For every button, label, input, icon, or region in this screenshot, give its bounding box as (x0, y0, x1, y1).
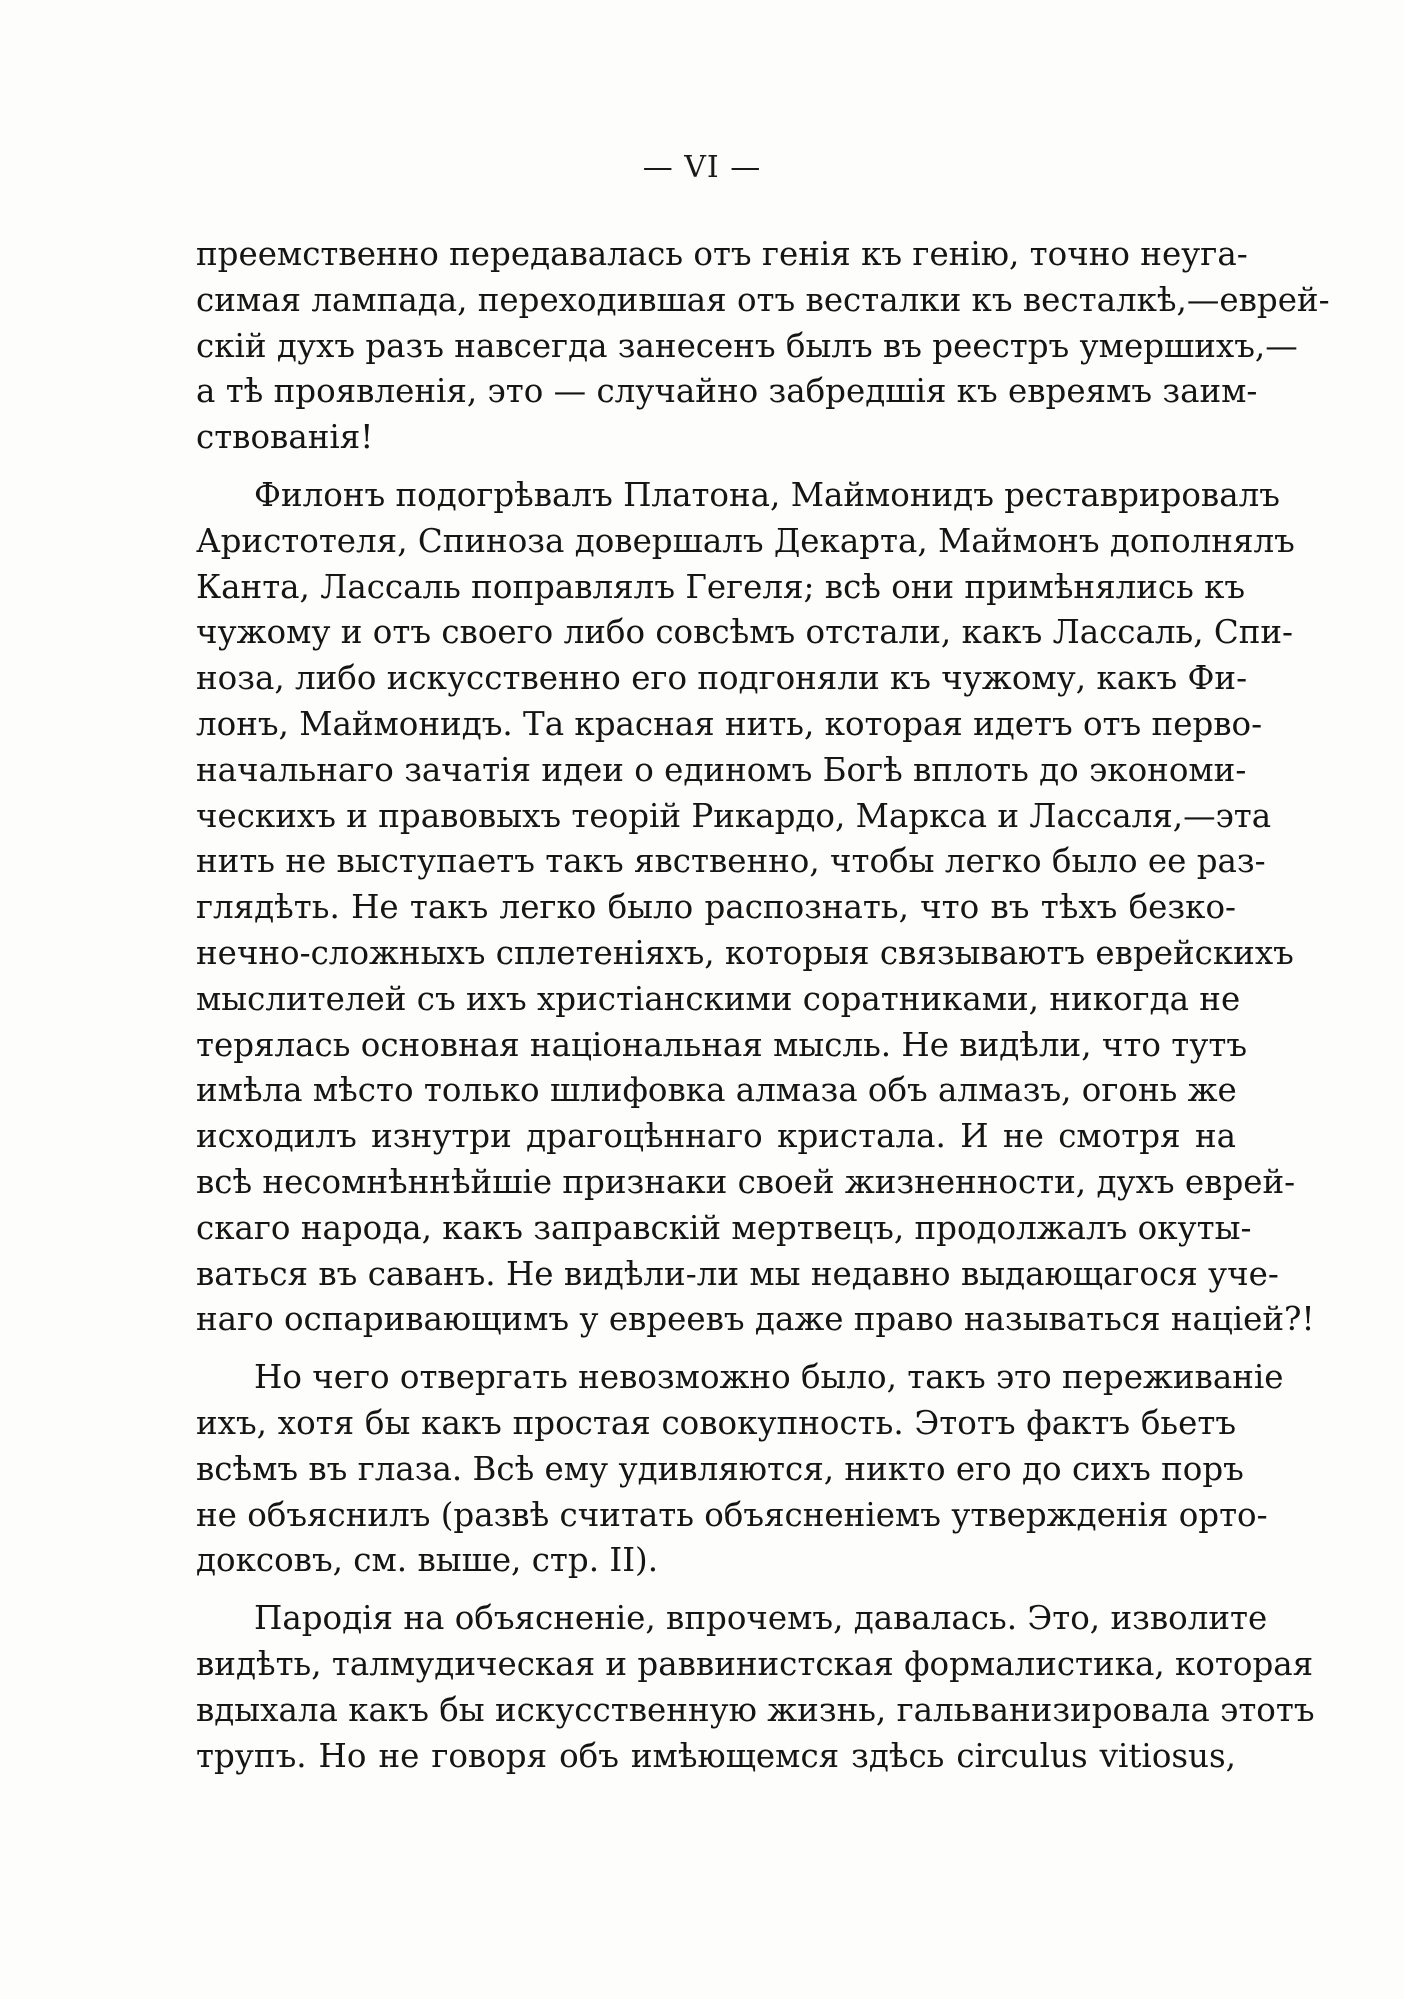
page-number: — VI — (642, 150, 762, 185)
text-line: а тѣ проявленія, это — случайно забредшія къ евреямъ заим- (196, 372, 1258, 411)
text-line: мыслителей съ ихъ христіанскими соратниками, никогда не (196, 979, 1241, 1018)
text-line: чужому и отъ своего либо совсѣмъ отстали, какъ Лассаль, Спи- (196, 613, 1294, 652)
text-line: видѣть, талмудическая и раввинистская формалистика, которая (196, 1644, 1314, 1683)
text-line: преемственно передавалась отъ генія къ генію, точно неуга- (196, 235, 1248, 273)
text-line: глядѣть. Не такъ легко было распознать, что въ тѣхъ безко- (196, 888, 1236, 927)
text-line: начальнаго зачатія идеи о единомъ Богѣ вплоть до экономи- (196, 750, 1247, 789)
text-line: скаго народа, какъ заправскій мертвецъ, продолжалъ окуты- (196, 1208, 1252, 1247)
text-line: Филонъ подогрѣвалъ Платона, Маймонидъ реставрировалъ (254, 475, 1280, 514)
text-line: имѣла мѣсто только шлифовка алмаза объ алмазъ, огонь же (196, 1071, 1237, 1110)
text-line: нечно-сложныхъ сплетеніяхъ, которыя связываютъ еврейскихъ (196, 933, 1294, 972)
text-line: Пародія на объясненіе, впрочемъ, давалась. Это, изволите (254, 1599, 1268, 1638)
text-line: ческихъ и правовыхъ теорій Рикардо, Маркса и Лассаля,—эта (196, 796, 1272, 835)
text-line: вдыхала какъ бы искусственную жизнь, гальванизировала этотъ (196, 1690, 1315, 1729)
text-line: ствованія! (196, 418, 374, 457)
text-line: Аристотеля, Спиноза довершалъ Декарта, Маймонъ дополнялъ (196, 521, 1295, 560)
body-text (196, 232, 1330, 1791)
text-line: нить не выступаетъ такъ явственно, чтобы легко было ее раз- (196, 842, 1266, 881)
text-line: трупъ. Но не говоря объ имѣющемся здѣсь circulus vitiosus, (196, 1736, 1236, 1775)
text-line: ноза, либо искусственно его подгоняли къ чужому, какъ Фи- (196, 659, 1248, 698)
text-line: ихъ, хотя бы какъ простая совокупность. Этотъ фактъ бьетъ (196, 1403, 1236, 1442)
text-line: не объяснилъ (развѣ считать объясненіемъ утвержденія орто- (196, 1495, 1268, 1534)
text-line: ваться въ саванъ. Не видѣли-ли мы недавно выдающагося уче- (196, 1254, 1279, 1293)
text-line: Канта, Лассаль поправлялъ Гегеля; всѣ они примѣнялись къ (196, 567, 1246, 606)
paragraph-1 (196, 232, 1330, 461)
paragraph-3 (196, 1355, 1284, 1584)
text-line: исходилъ изнутри драгоцѣннаго кристала. И не смотря на (196, 1117, 1236, 1156)
text-line: терялась основная національная мысль. Не видѣли, что тутъ (196, 1025, 1247, 1064)
text-line: скій духъ разъ навсегда занесенъ былъ въ реестръ умершихъ,— (196, 326, 1298, 365)
text-line: наго оспаривающимъ у евреевъ даже право называться націей?! (196, 1300, 1315, 1339)
text-line: доксовъ, см. выше, стр. II). (196, 1541, 659, 1580)
text-line: лонъ, Маймонидъ. Та красная нить, которая идетъ отъ перво- (196, 704, 1263, 743)
paragraph-4 (196, 1596, 1315, 1779)
text-line: Но чего отвергать невозможно было, такъ это переживаніе (254, 1358, 1284, 1397)
text-line: всѣ несомнѣннѣйшіе признаки своей жизненности, духъ еврей- (196, 1162, 1296, 1201)
text-line: симая лампада, переходившая отъ весталки къ весталкѣ,—еврей- (196, 280, 1330, 319)
text-line: всѣмъ въ глаза. Всѣ ему удивляются, никто его до сихъ поръ (196, 1449, 1244, 1488)
paragraph-2 (196, 473, 1315, 1343)
